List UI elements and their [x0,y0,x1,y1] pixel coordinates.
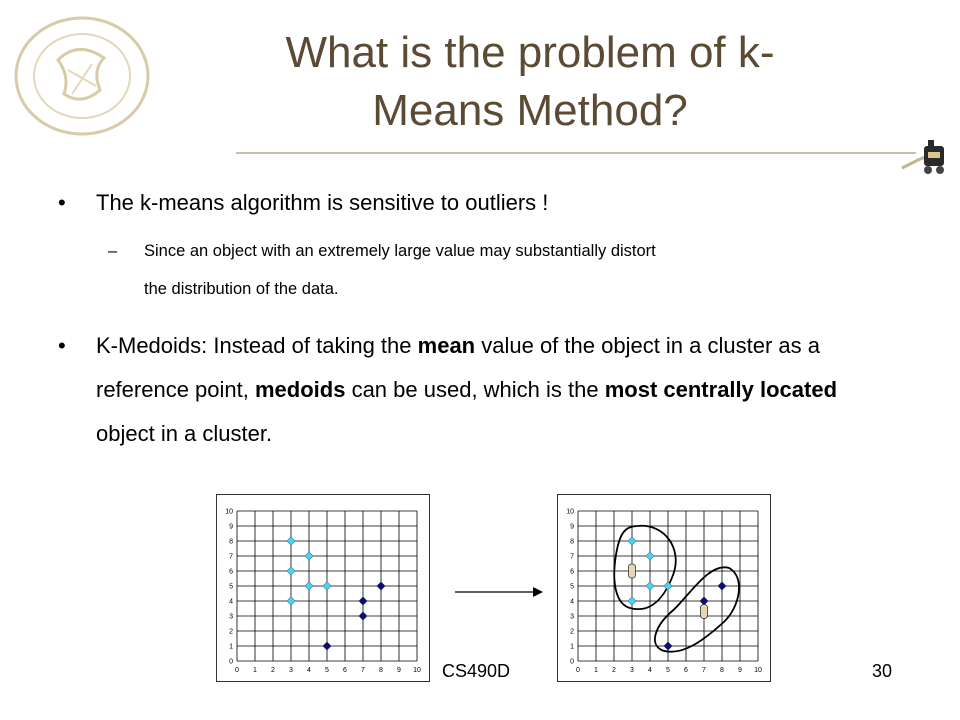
page-number: 30 [872,661,893,681]
data-point [664,582,672,590]
y-tick-label: 1 [229,643,233,651]
title-line-1: What is the problem of k- [285,28,775,77]
data-point [287,597,295,605]
y-tick-label: 7 [229,553,233,561]
x-tick-label: 5 [666,667,670,674]
x-tick-label: 7 [361,667,365,674]
y-tick-label: 10 [566,508,574,516]
x-tick-label: 1 [594,667,598,674]
data-point [287,567,295,575]
text-run: value of the object in a cluster as a reference point, [96,333,820,402]
data-point [287,537,295,545]
y-tick-label: 4 [229,598,233,606]
x-tick-label: 5 [325,667,329,674]
emphasis-mean: mean [417,333,476,358]
data-point [664,642,672,650]
data-point [359,612,367,620]
data-point [359,597,367,605]
x-tick-label: 10 [754,667,762,674]
x-tick-label: 4 [307,667,311,674]
x-tick-label: 1 [253,667,257,674]
y-tick-label: 2 [229,628,233,636]
data-point [628,597,636,605]
data-point [323,642,331,650]
x-tick-label: 4 [648,667,652,674]
x-tick-label: 8 [379,667,383,674]
scatter-chart-before [216,494,430,682]
y-tick-label: 0 [229,658,233,666]
y-tick-label: 9 [570,523,574,531]
x-tick-label: 3 [630,667,634,674]
x-tick-label: 10 [413,667,421,674]
data-point [718,582,726,590]
data-point [700,597,708,605]
y-tick-label: 1 [570,643,574,651]
data-point [305,552,313,560]
sub-bullet-1 [108,232,898,308]
x-tick-label: 0 [235,667,239,674]
bullet-item-2 [58,324,898,456]
y-tick-label: 8 [570,538,574,546]
transition-arrow [455,585,545,599]
dash-marker: – [108,242,118,260]
text-run: K-Medoids: Instead of taking the [96,333,418,358]
scatter-chart-after [557,494,771,682]
cluster-boundary [614,526,675,609]
x-tick-label: 7 [702,667,706,674]
bullet-text-2 [96,324,898,456]
x-tick-label: 6 [343,667,347,674]
sub-bullet-line-2: the distribution of the data. [144,280,339,298]
x-tick-label: 0 [576,667,580,674]
y-tick-label: 0 [570,658,574,666]
bullet-marker: • [58,190,66,215]
data-point [646,582,654,590]
y-tick-label: 2 [570,628,574,636]
train-mascot-icon [898,134,950,178]
title-underline [236,152,916,154]
university-seal-logo [8,10,156,140]
y-tick-label: 8 [229,538,233,546]
text-run: can be used, which is the [345,377,605,402]
y-tick-label: 10 [225,508,233,516]
medoid-marker [629,564,636,578]
y-tick-label: 4 [570,598,574,606]
footer-course: CS490D [442,661,511,681]
data-point [646,552,654,560]
text-run: object in a cluster. [96,421,273,446]
bullet-item-1 [58,188,898,218]
sub-bullet-text [144,232,656,308]
data-point [323,582,331,590]
x-tick-label: 2 [271,667,275,674]
y-tick-label: 3 [229,613,233,621]
emphasis-medoids: medoids [254,377,346,402]
data-point [377,582,385,590]
emphasis-central: most centrally located [604,377,838,402]
x-tick-label: 9 [738,667,742,674]
bullet-list [58,188,898,456]
bullet-text-1: The k-means algorithm is sensitive to outliers ! [96,190,549,215]
title-line-2: Means Method? [372,86,688,135]
x-tick-label: 6 [684,667,688,674]
y-tick-label: 5 [229,583,233,591]
data-point [305,582,313,590]
data-point [628,537,636,545]
bullet-marker: • [58,333,66,358]
x-tick-label: 3 [289,667,293,674]
slide-title [180,24,880,140]
y-tick-label: 9 [229,523,233,531]
y-tick-label: 6 [570,568,574,576]
cluster-boundary [655,567,739,651]
x-tick-label: 9 [397,667,401,674]
x-tick-label: 2 [612,667,616,674]
medoid-marker [701,605,708,619]
sub-bullet-line-1: Since an object with an extremely large value may substantially distort [144,242,656,260]
x-tick-label: 8 [720,667,724,674]
y-tick-label: 3 [570,613,574,621]
y-tick-label: 6 [229,568,233,576]
y-tick-label: 7 [570,553,574,561]
y-tick-label: 5 [570,583,574,591]
